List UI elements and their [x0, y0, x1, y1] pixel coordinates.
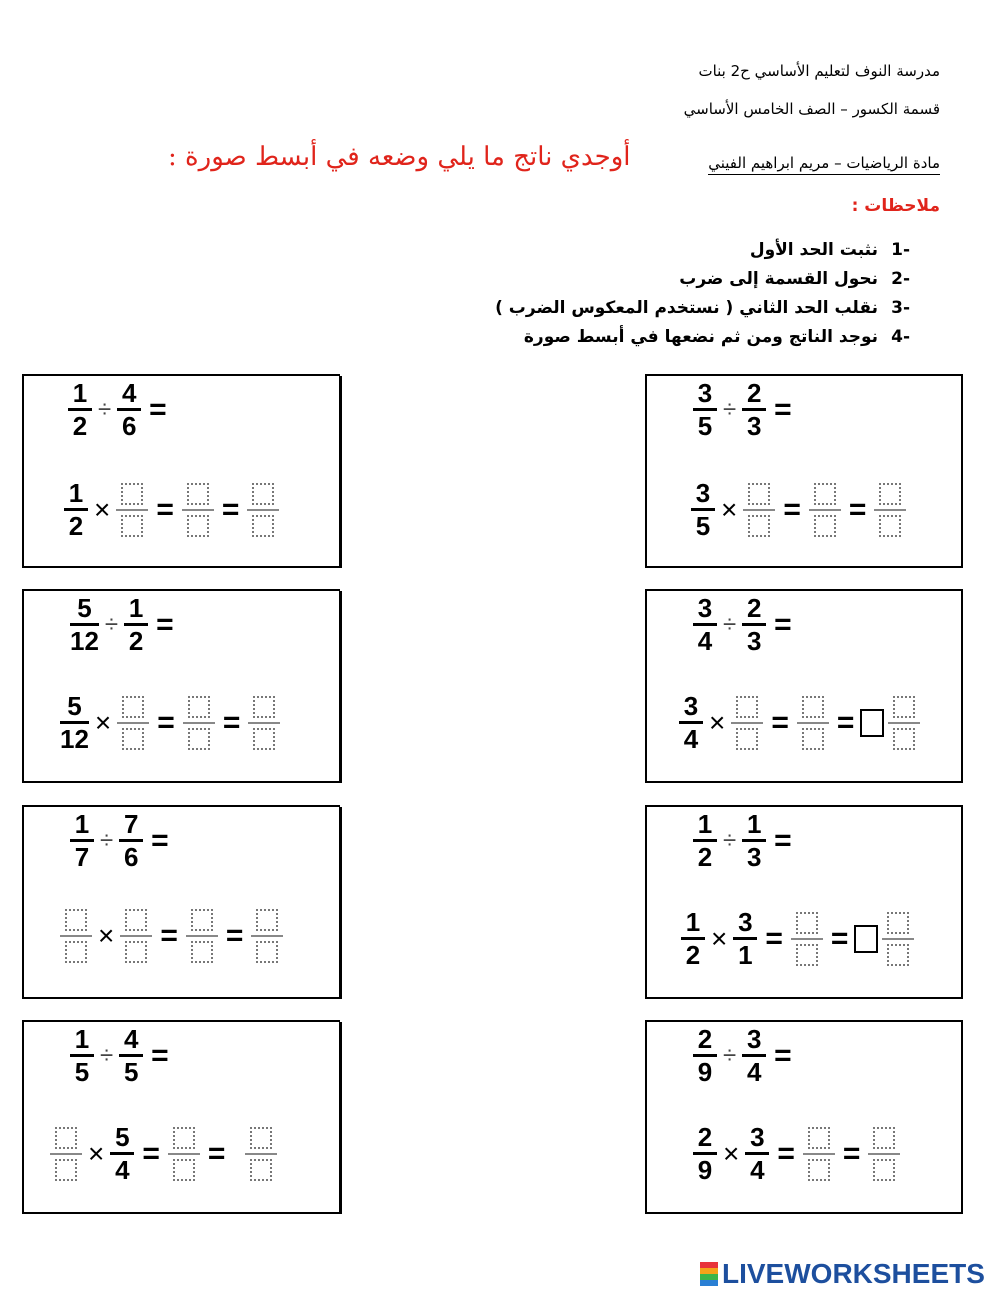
answer-fraction[interactable]: [874, 479, 906, 541]
whole-number-input[interactable]: [860, 709, 884, 737]
equals-sign: =: [149, 392, 167, 426]
numerator-input[interactable]: [796, 912, 818, 934]
numerator-input[interactable]: [252, 483, 274, 505]
fraction: $\frac{3}{4}$: [679, 691, 703, 754]
divide-sign: ÷: [723, 610, 737, 638]
problem-line: [66, 378, 173, 441]
solution-line: [58, 905, 285, 967]
solution-line: [62, 478, 281, 541]
numerator-input[interactable]: [736, 696, 758, 718]
fraction: $\frac{3}{1}$: [733, 907, 757, 970]
step-number: -2: [891, 269, 910, 289]
problem-line: [691, 593, 798, 656]
answer-fraction[interactable]: [247, 479, 279, 541]
numerator-input[interactable]: [122, 696, 144, 718]
fraction: $\frac{3}{4}$: [742, 1024, 766, 1087]
denominator-input[interactable]: [256, 941, 278, 963]
fraction: $\frac{2}{9}$: [693, 1024, 717, 1087]
answer-fraction[interactable]: [183, 692, 215, 754]
step-number: -4: [891, 327, 910, 347]
worksheet-title: أوجدي ناتج ما يلي وضعه في أبسط صورة :: [168, 142, 631, 172]
answer-fraction[interactable]: [791, 908, 823, 970]
numerator-input[interactable]: [187, 483, 209, 505]
times-sign: ×: [98, 920, 115, 951]
denominator-input[interactable]: [191, 941, 213, 963]
divide-sign: ÷: [100, 1041, 114, 1069]
equals-sign: =: [142, 1136, 160, 1170]
denominator-input[interactable]: [250, 1159, 272, 1181]
denominator-input[interactable]: [121, 515, 143, 537]
notes-heading: ملاحظات :: [851, 196, 940, 216]
divide-sign: ÷: [723, 1041, 737, 1069]
step-item: [495, 294, 910, 323]
fraction: $\frac{1}{7}$: [70, 809, 94, 872]
divide-sign: ÷: [100, 826, 114, 854]
equals-sign: =: [765, 921, 783, 955]
lesson-name: قسمة الكسور – الصف الخامس الأساسي: [683, 100, 940, 118]
denominator-input[interactable]: [252, 515, 274, 537]
times-sign: ×: [711, 922, 728, 954]
fraction: $\frac{2}{9}$: [693, 1122, 717, 1185]
numerator-input[interactable]: [121, 483, 143, 505]
equals-sign: =: [774, 823, 792, 857]
answer-fraction[interactable]: [60, 905, 92, 967]
equals-sign: =: [848, 492, 867, 526]
problem-box-4: [645, 589, 963, 783]
problem-line: [691, 378, 798, 441]
step-text: نحول القسمة إلى ضرب: [679, 269, 878, 289]
fraction: $\frac{5}{12}$: [70, 593, 99, 656]
equals-sign: =: [222, 705, 241, 739]
denominator-input[interactable]: [873, 1159, 895, 1181]
fraction: $\frac{1}{5}$: [70, 1024, 94, 1087]
answer-fraction[interactable]: [50, 1123, 82, 1185]
liveworksheets-logo: [700, 1258, 985, 1290]
logo-icon: [700, 1262, 718, 1286]
times-sign: ×: [94, 493, 111, 525]
step-text: نوجد الناتج ومن ثم نضعها في أبسط صورة: [523, 327, 878, 347]
numerator-input[interactable]: [191, 909, 213, 931]
equals-sign: =: [774, 1038, 792, 1072]
denominator-input[interactable]: [187, 515, 209, 537]
equals-sign: =: [836, 705, 855, 739]
step-item: [495, 323, 910, 352]
denominator-input[interactable]: [122, 728, 144, 750]
equals-sign: =: [771, 705, 789, 739]
answer-fraction[interactable]: [882, 908, 914, 970]
equals-sign: =: [783, 492, 801, 526]
denominator-input[interactable]: [879, 515, 901, 537]
fraction: $\frac{5}{4}$: [110, 1122, 134, 1185]
fraction: $\frac{3}{5}$: [693, 378, 717, 441]
answer-fraction[interactable]: [120, 905, 152, 967]
denominator-input[interactable]: [188, 728, 210, 750]
denominator-input[interactable]: [796, 944, 818, 966]
answer-fraction[interactable]: [117, 692, 149, 754]
equals-sign: =: [151, 1038, 169, 1072]
denominator-input[interactable]: [893, 728, 915, 750]
answer-fraction[interactable]: [797, 692, 829, 754]
times-sign: ×: [94, 706, 112, 738]
answer-fraction[interactable]: [803, 1123, 835, 1185]
fraction: $\frac{5}{12}$: [60, 691, 89, 754]
steps-list: [495, 236, 910, 352]
fraction: $\frac{2}{3}$: [742, 378, 766, 441]
fraction: $\frac{1}{2}$: [681, 907, 705, 970]
answer-fraction[interactable]: [186, 905, 218, 967]
numerator-input[interactable]: [873, 1127, 895, 1149]
equals-sign: =: [842, 1136, 861, 1170]
fraction: $\frac{3}{5}$: [691, 478, 715, 541]
numerator-input[interactable]: [879, 483, 901, 505]
solution-line: [689, 478, 908, 541]
divide-sign: ÷: [723, 826, 737, 854]
solution-line: [679, 907, 916, 970]
divide-sign: ÷: [98, 395, 112, 423]
solution-line: [691, 1122, 902, 1185]
equals-sign: =: [830, 921, 849, 955]
divide-sign: ÷: [104, 610, 119, 638]
equals-sign: =: [225, 919, 244, 952]
problem-box-3: [22, 589, 340, 783]
answer-fraction[interactable]: [251, 905, 283, 967]
answer-fraction[interactable]: [245, 1123, 277, 1185]
step-item: [495, 236, 910, 265]
equals-sign: =: [777, 1136, 795, 1170]
answer-fraction[interactable]: [182, 479, 214, 541]
step-item: [495, 265, 910, 294]
denominator-input[interactable]: [253, 728, 275, 750]
numerator-input[interactable]: [893, 696, 915, 718]
denominator-input[interactable]: [887, 944, 909, 966]
answer-fraction[interactable]: [116, 479, 148, 541]
equals-sign: =: [160, 919, 178, 952]
logo-text: LIVEWORKSHEETS: [722, 1258, 985, 1289]
equals-sign: =: [207, 1136, 226, 1170]
step-number: -1: [891, 240, 910, 260]
times-sign: ×: [723, 1137, 740, 1169]
answer-fraction[interactable]: [168, 1123, 200, 1185]
answer-fraction[interactable]: [888, 692, 920, 754]
fraction: $\frac{1}{2}$: [693, 809, 717, 872]
times-sign: ×: [721, 493, 738, 525]
denominator-input[interactable]: [808, 1159, 830, 1181]
numerator-input[interactable]: [253, 696, 275, 718]
answer-fraction[interactable]: [868, 1123, 900, 1185]
fraction: $\frac{3}{4}$: [745, 1122, 769, 1185]
denominator-input[interactable]: [125, 941, 147, 963]
numerator-input[interactable]: [748, 483, 770, 505]
problem-line: [68, 593, 180, 656]
equals-sign: =: [156, 607, 174, 641]
equals-sign: =: [156, 492, 174, 526]
problem-line: [68, 1024, 175, 1087]
step-number: -3: [891, 298, 910, 318]
numerator-input[interactable]: [55, 1127, 77, 1149]
solution-line: [58, 691, 282, 754]
numerator-input[interactable]: [887, 912, 909, 934]
problem-box-7: [22, 1020, 340, 1214]
answer-fraction[interactable]: [809, 479, 841, 541]
problem-box-8: [645, 1020, 963, 1214]
fraction: $\frac{4}{6}$: [117, 378, 141, 441]
problem-box-2: [645, 374, 963, 568]
numerator-input[interactable]: [173, 1127, 195, 1149]
whole-number-input[interactable]: [854, 925, 878, 953]
problem-line: [691, 1024, 798, 1087]
denominator-input[interactable]: [802, 728, 824, 750]
equals-sign: =: [774, 392, 792, 426]
subject-teacher: مادة الرياضيات – مريم ابراهيم الفيني: [708, 154, 940, 175]
numerator-input[interactable]: [814, 483, 836, 505]
denominator-input[interactable]: [65, 941, 87, 963]
fraction: $\frac{4}{5}$: [119, 1024, 143, 1087]
step-text: نقلب الحد الثاني ( نستخدم المعكوس الضرب ): [495, 298, 878, 318]
fraction: $\frac{1}{2}$: [64, 478, 88, 541]
numerator-input[interactable]: [125, 909, 147, 931]
divide-sign: ÷: [723, 395, 737, 423]
numerator-input[interactable]: [250, 1127, 272, 1149]
answer-fraction[interactable]: [731, 692, 763, 754]
fraction: $\frac{2}{3}$: [742, 593, 766, 656]
equals-sign: =: [221, 492, 240, 526]
denominator-input[interactable]: [814, 515, 836, 537]
denominator-input[interactable]: [748, 515, 770, 537]
numerator-input[interactable]: [802, 696, 824, 718]
times-sign: ×: [88, 1137, 105, 1169]
answer-fraction[interactable]: [743, 479, 775, 541]
numerator-input[interactable]: [188, 696, 210, 718]
denominator-input[interactable]: [736, 728, 758, 750]
numerator-input[interactable]: [65, 909, 87, 931]
times-sign: ×: [709, 706, 726, 738]
answer-fraction[interactable]: [248, 692, 280, 754]
fraction: $\frac{7}{6}$: [119, 809, 143, 872]
fraction: $\frac{1}{2}$: [68, 378, 92, 441]
equals-sign: =: [774, 607, 792, 641]
problem-box-6: [645, 805, 963, 999]
solution-line: [677, 691, 922, 754]
problem-box-5: [22, 805, 340, 999]
numerator-input[interactable]: [808, 1127, 830, 1149]
denominator-input[interactable]: [55, 1159, 77, 1181]
solution-line: [48, 1122, 279, 1185]
school-name: مدرسة النوف لتعليم الأساسي ح2 بنات: [698, 62, 940, 80]
equals-sign: =: [151, 823, 169, 857]
problem-box-1: [22, 374, 340, 568]
numerator-input[interactable]: [256, 909, 278, 931]
equals-sign: =: [157, 705, 175, 739]
fraction: $\frac{1}{3}$: [742, 809, 766, 872]
denominator-input[interactable]: [173, 1159, 195, 1181]
fraction: $\frac{3}{4}$: [693, 593, 717, 656]
problem-line: [691, 809, 798, 872]
fraction: $\frac{1}{2}$: [124, 593, 148, 656]
problem-line: [68, 809, 175, 872]
step-text: نثبت الحد الأول: [749, 240, 878, 260]
